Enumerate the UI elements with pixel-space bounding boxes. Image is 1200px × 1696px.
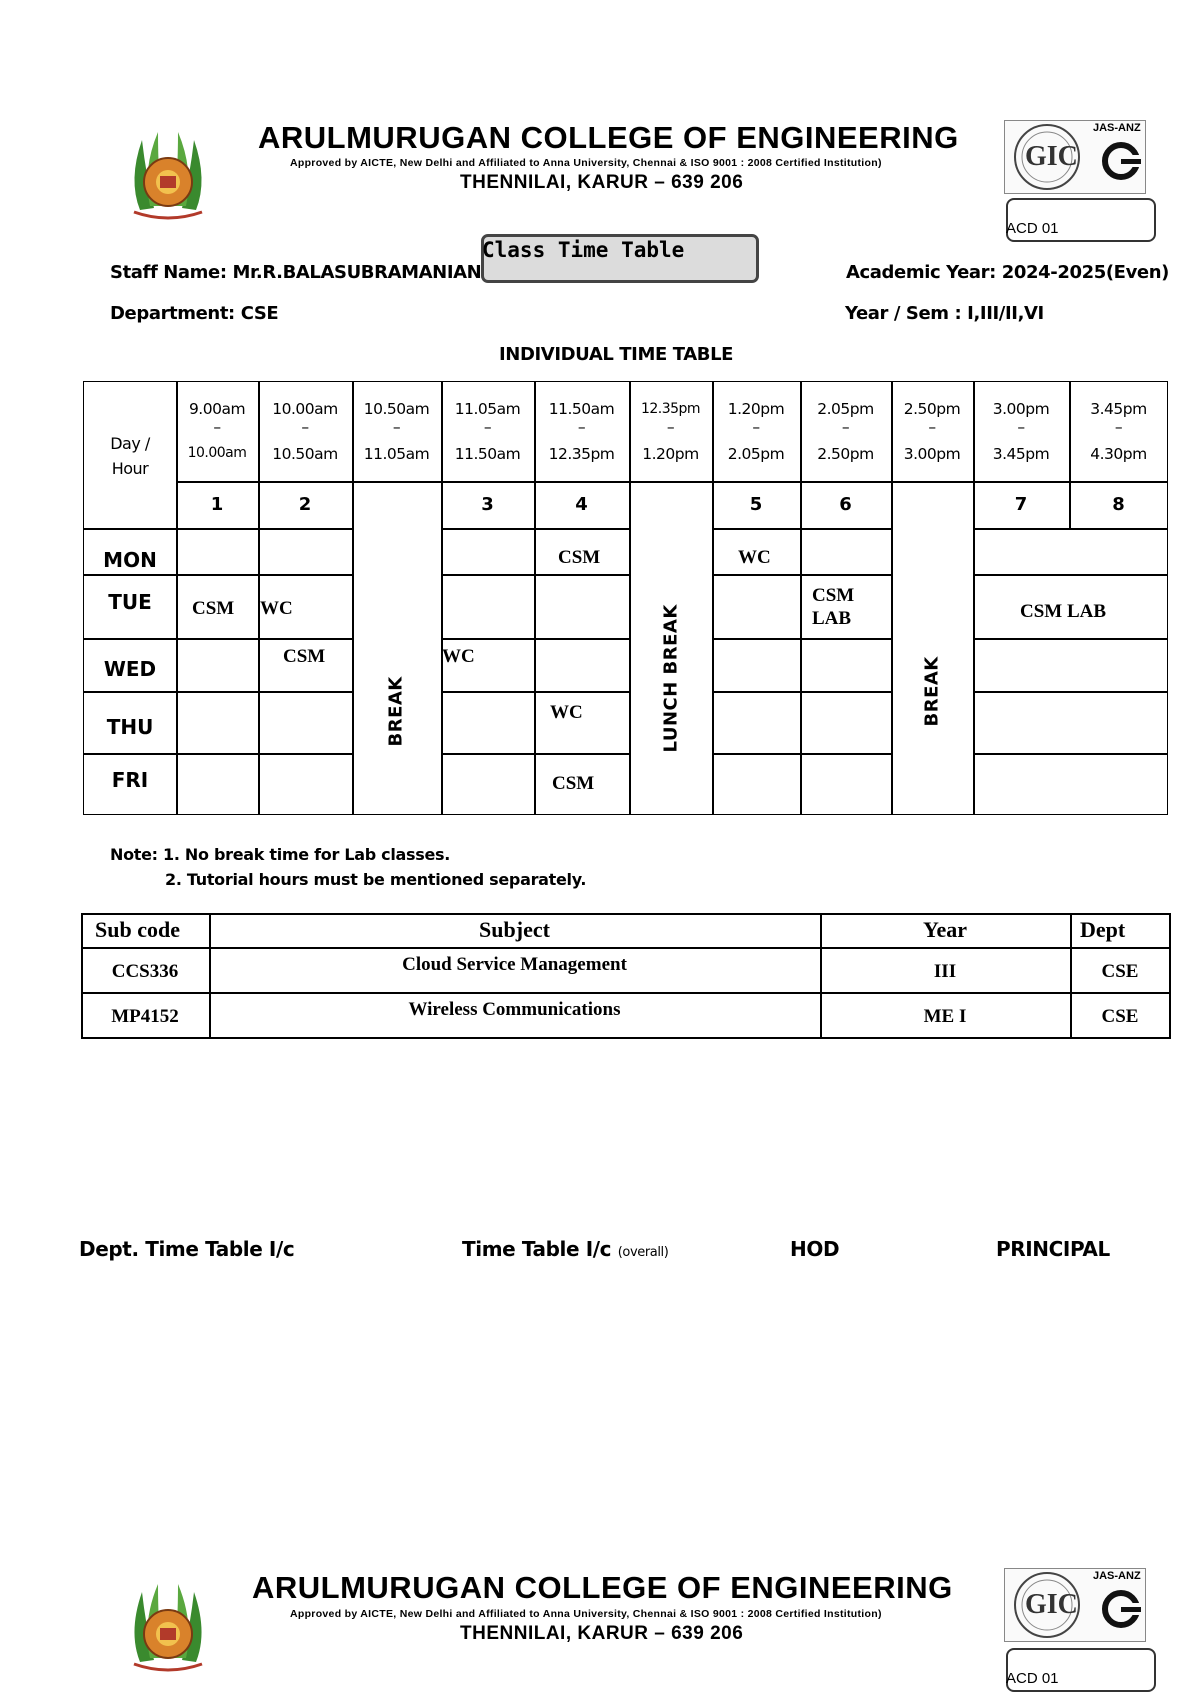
timetable-grid: [83, 381, 1168, 815]
time-end: 4.30pm: [1090, 445, 1147, 463]
grid-line: [84, 753, 352, 755]
time-dash: –: [666, 418, 675, 436]
grid-line: [84, 638, 352, 640]
table-line: [81, 1037, 1171, 1039]
corner-hour-label: Hour: [111, 459, 149, 478]
grid-line: [441, 691, 629, 693]
title-box: [481, 234, 759, 283]
staff-name: Staff Name: Mr.R.BALASUBRAMANIAN: [110, 262, 482, 283]
time-start: 3.00pm: [992, 400, 1050, 418]
period-number: 3: [481, 494, 494, 515]
time-end: 11.50am: [454, 445, 521, 463]
cell-year: III: [933, 961, 957, 982]
document-code-box: [1006, 1648, 1156, 1692]
college-logo-icon: [120, 120, 216, 224]
grid-line: [712, 691, 891, 693]
grid-line: [973, 753, 1168, 755]
day-label-thu: THU: [106, 715, 154, 739]
time-start: 3.45pm: [1090, 400, 1147, 418]
time-start: 1.20pm: [727, 400, 785, 418]
document-code: ACD 01: [1006, 220, 1059, 237]
cell-dept: CSE: [1101, 1006, 1139, 1027]
title-text: Class Time Table: [482, 238, 685, 262]
day-label-mon: MON: [103, 548, 157, 572]
time-end: 12.35pm: [548, 445, 615, 463]
period-number: 6: [839, 494, 852, 515]
time-dash: –: [483, 418, 492, 436]
top-header: [0, 0, 1200, 237]
bottom-header: [0, 1560, 1200, 1696]
entry-mon-p5: WC: [738, 547, 771, 568]
subject-table: [81, 913, 1171, 1038]
header-sub-code: Sub code: [95, 917, 180, 942]
grid-line: [441, 753, 629, 755]
time-dash: –: [1017, 418, 1025, 436]
time-start: 10.50am: [363, 400, 430, 418]
time-end: 11.05am: [363, 445, 430, 463]
entry-wed-p2: CSM: [283, 646, 326, 667]
grid-line: [973, 574, 1168, 576]
table-line: [81, 913, 1171, 915]
cell-subject: Wireless Communications: [408, 999, 621, 1020]
certification-badge: [1004, 1568, 1146, 1642]
grid-line: [712, 753, 891, 755]
header-year: Year: [923, 917, 967, 942]
grid-line: [712, 528, 891, 530]
time-dash: –: [1114, 418, 1123, 436]
time-dash: –: [213, 418, 221, 436]
grid-line: [84, 528, 352, 530]
header-dept: Dept: [1080, 917, 1126, 942]
cell-code: CCS336: [111, 961, 179, 982]
time-end: 3.00pm: [903, 445, 961, 463]
college-address: THENNILAI, KARUR – 639 206: [460, 172, 744, 193]
grid-line: [176, 481, 1168, 483]
entry-tue-p2: WC: [260, 598, 293, 619]
time-start: 2.50pm: [903, 400, 961, 418]
time-end: 1.20pm: [642, 445, 699, 463]
time-dash: –: [841, 418, 850, 436]
time-start: 2.05pm: [817, 400, 874, 418]
entry-mon-p4: CSM: [558, 547, 601, 568]
time-dash: –: [301, 418, 309, 436]
signature-overall-ic: [462, 1237, 668, 1261]
day-label-fri: FRI: [111, 768, 149, 792]
time-start: 11.05am: [454, 400, 521, 418]
corner-day-label: Day /: [110, 434, 150, 453]
entry-fri-p4: CSM: [552, 773, 595, 794]
overall-ic-note: (overall): [617, 1245, 669, 1260]
overall-ic-label: Time Table I/c: [462, 1237, 612, 1261]
note-line-1: Note: 1. No break time for Lab classes.: [110, 845, 451, 864]
jas-anz-label: JAS-ANZ: [1093, 1570, 1141, 1582]
break-label-afternoon: BREAK: [921, 656, 943, 727]
grid-line: [973, 638, 1168, 640]
grid-line: [441, 528, 629, 530]
time-start: 12.35pm: [640, 401, 701, 417]
approval-text: Approved by AICTE, New Delhi and Affiliated to Anna University, Chennai & ISO 9001 : 2008 Certified Institution): [290, 157, 882, 169]
certification-badge: [1004, 120, 1146, 194]
grid-line: [712, 638, 891, 640]
academic-year: Academic Year: 2024-2025(Even): [846, 262, 1169, 283]
time-dash: –: [577, 418, 586, 436]
time-end: 10.50am: [272, 445, 338, 463]
timetable-heading: INDIVIDUAL TIME TABLE: [499, 344, 734, 365]
period-number: 4: [575, 494, 588, 515]
grid-line: [973, 528, 1168, 530]
cell-dept: CSE: [1101, 961, 1139, 982]
time-dash: –: [392, 418, 401, 436]
approval-text: Approved by AICTE, New Delhi and Affiliated to Anna University, Chennai & ISO 9001 : 2008 Certified Institution): [290, 1608, 882, 1620]
cell-code: MP4152: [111, 1006, 179, 1027]
table-line: [81, 992, 1171, 994]
time-end: 2.05pm: [727, 445, 785, 463]
period-number: 8: [1112, 494, 1125, 515]
entry-tue-p6-line1: CSM: [812, 585, 855, 606]
college-name: ARULMURUGAN COLLEGE OF ENGINEERING: [258, 120, 959, 155]
break-label-morning: BREAK: [385, 676, 407, 747]
entry-wed-p3: WC: [442, 646, 475, 667]
grid-line: [441, 574, 629, 576]
lunch-break-label: LUNCH BREAK: [660, 604, 682, 753]
department: Department: CSE: [110, 303, 279, 324]
time-start: 9.00am: [188, 400, 246, 418]
cell-year: ME I: [923, 1006, 967, 1027]
time-end: 3.45pm: [992, 445, 1050, 463]
table-line: [81, 947, 1171, 949]
grid-line: [84, 691, 352, 693]
grid-line: [84, 574, 352, 576]
college-address: THENNILAI, KARUR – 639 206: [460, 1623, 744, 1644]
document-code: ACD 01: [1006, 1670, 1059, 1687]
entry-thu-p4: WC: [550, 702, 583, 723]
entry-tue-p6-line2: LAB: [812, 608, 852, 629]
day-label-wed: WED: [103, 657, 157, 681]
period-number: 1: [210, 494, 224, 515]
grid-line: [441, 638, 629, 640]
time-end: 10.00am: [187, 445, 247, 461]
grid-line: [973, 691, 1168, 693]
jas-anz-label: JAS-ANZ: [1093, 122, 1141, 134]
college-logo-icon: [120, 1572, 216, 1676]
document-code-box: [1006, 198, 1156, 242]
time-start: 11.50am: [548, 400, 615, 418]
period-number: 2: [298, 494, 312, 515]
entry-tue-p1: CSM: [192, 598, 235, 619]
cell-subject: Cloud Service Management: [402, 954, 627, 975]
period-number: 5: [749, 494, 763, 515]
signature-dept-ic: Dept. Time Table I/c: [79, 1237, 295, 1261]
time-dash: –: [928, 418, 936, 436]
note-line-2: 2. Tutorial hours must be mentioned separately.: [165, 870, 587, 889]
header-subject: Subject: [479, 917, 550, 942]
grid-line: [712, 574, 891, 576]
time-end: 2.50pm: [817, 445, 874, 463]
college-name: ARULMURUGAN COLLEGE OF ENGINEERING: [252, 1570, 953, 1605]
day-label-tue: TUE: [108, 590, 152, 614]
time-dash: –: [752, 418, 760, 436]
year-sem: Year / Sem : I,III/II,VI: [845, 303, 1044, 324]
signature-hod: HOD: [790, 1237, 840, 1261]
entry-tue-p7-8: CSM LAB: [1020, 601, 1107, 622]
gic-mark: GIC: [1025, 141, 1078, 172]
signature-principal: PRINCIPAL: [996, 1237, 1110, 1261]
time-start: 10.00am: [272, 400, 338, 418]
period-number: 7: [1014, 494, 1028, 515]
gic-mark: GIC: [1025, 1589, 1078, 1620]
